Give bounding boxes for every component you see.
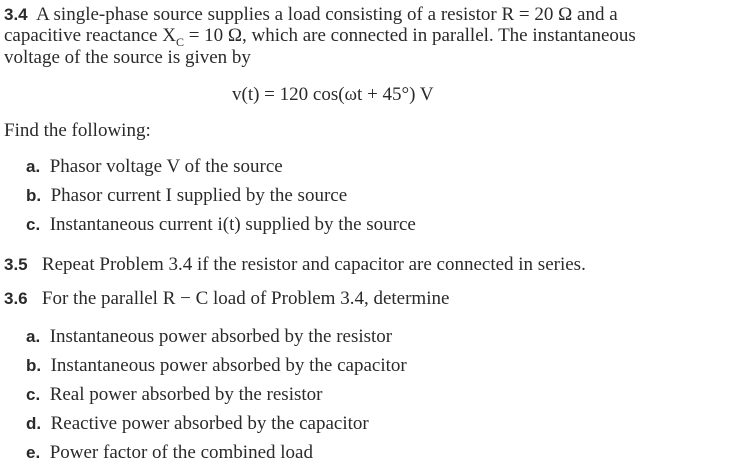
list-item — [26, 413, 369, 435]
list-item — [26, 384, 322, 406]
problem-text: Repeat Problem 3.4 if the resistor and capacitor are connected in series. — [41, 254, 586, 275]
item-text: Power factor of the combined load — [49, 442, 313, 463]
item-letter: c. — [26, 215, 41, 234]
problem-text: capacitive reactance X — [4, 25, 176, 46]
list-item — [26, 355, 407, 377]
item-letter: b. — [26, 356, 42, 375]
subscript: C — [175, 34, 184, 49]
find-text: Find the following: — [4, 120, 151, 141]
item-letter: b. — [26, 186, 42, 205]
voltage-equation — [232, 84, 434, 106]
problem-number: 3.5 — [4, 255, 28, 274]
problem-3-5 — [4, 254, 586, 276]
list-item — [26, 326, 392, 348]
equation-text: v(t) = 120 cos(ωt + 45°) V — [232, 84, 434, 105]
problem-number: 3.4 — [4, 5, 28, 24]
item-letter: d. — [26, 414, 42, 433]
item-letter: a. — [26, 327, 41, 346]
find-heading — [4, 120, 151, 142]
item-text: Phasor voltage V of the source — [49, 156, 283, 177]
item-text: Instantaneous current i(t) supplied by the source — [49, 214, 416, 235]
item-letter: c. — [26, 385, 41, 404]
item-text: Instantaneous power absorbed by the capacitor — [50, 355, 407, 376]
problem-text: voltage of the source is given by — [4, 47, 251, 68]
list-item — [26, 185, 347, 207]
item-text: Phasor current I supplied by the source — [50, 185, 348, 206]
problem-text: = 10 Ω, which are connected in parallel. The instantaneous — [183, 25, 636, 46]
list-item — [26, 214, 416, 236]
problem-3-4-line-1 — [4, 4, 618, 26]
item-text: Instantaneous power absorbed by the resistor — [49, 326, 393, 347]
item-text: Real power absorbed by the resistor — [49, 384, 323, 405]
problem-3-6 — [4, 288, 449, 310]
item-letter: a. — [26, 157, 41, 176]
item-text: Reactive power absorbed by the capacitor — [50, 413, 369, 434]
problem-3-4-line-3 — [4, 47, 251, 69]
problem-number: 3.6 — [4, 289, 28, 308]
item-letter: e. — [26, 443, 41, 462]
problem-text: A single-phase source supplies a load consisting of a resistor R = 20 Ω and a — [36, 4, 618, 25]
list-item — [26, 156, 283, 178]
list-item — [26, 442, 313, 464]
problem-text: For the parallel R − C load of Problem 3.4, determine — [41, 288, 450, 309]
